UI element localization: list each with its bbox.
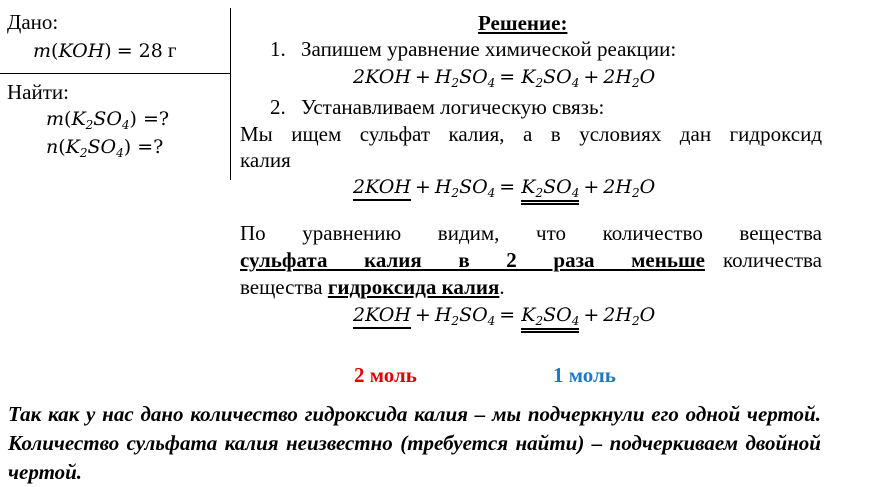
given-mass: m(KOH) = 28 г: [33, 38, 177, 62]
paragraph-2-line-1: По уравнению видим, что количество вещества: [240, 221, 822, 245]
given-divider-horizontal: [0, 73, 231, 74]
mol-right-label: 1 моль: [553, 363, 616, 387]
step-2-text: Устанавливаем логическую связь:: [301, 95, 605, 119]
given-label: Дано:: [7, 10, 59, 34]
equation-2: $2KOH + H_2SO_4 = K_2SO_4 + 2H_2O$: [353, 176, 655, 198]
given-mass-arg: KOH: [58, 40, 105, 62]
given-mass-fn: m: [33, 40, 52, 62]
step-1-number: 1.: [270, 37, 286, 61]
solution-title: Решение:: [478, 11, 568, 35]
step-2-number: 2.: [270, 95, 286, 119]
paragraph-1-line-2: калия: [240, 148, 291, 172]
step-2: [270, 94, 604, 120]
explanation-note: Так как у нас дано количество гидроксида калия – мы подчеркнули его одной чертой. Количество сульфата калия неизвестно (требуется найти) – подчеркиваем двойной чертой.: [8, 402, 821, 484]
paragraph-2-line-3: вещества гидроксида калия.: [240, 275, 505, 299]
given-mass-value: = 28: [116, 40, 163, 62]
find-item-mass: $m(K_2SO_4)$ =?: [46, 108, 170, 132]
equation-3: $2KOH + H_2SO_4 = K_2SO_4 + 2H_2O$: [353, 304, 655, 326]
step-1-text: Запишем уравнение химической реакции:: [301, 37, 677, 61]
step-1: [270, 36, 676, 62]
bold-underlined-phrase: сульфата калия в 2 раза меньше: [240, 248, 705, 272]
given-mass-unit: г: [167, 38, 177, 62]
paragraph-2-line-2: сульфата калия в 2 раза меньше количества: [240, 248, 822, 272]
k2so4-double-underlined: $K_2SO_4$: [521, 176, 579, 205]
equation-1: $2KOH + H_2SO_4 = K_2SO_4 + 2H_2O$: [353, 66, 656, 90]
find-label: Найти:: [7, 80, 69, 104]
paragraph-1-line-1: Мы ищем сульфат калия, а в условиях дан гидроксид: [240, 122, 822, 146]
mol-left-label: 2 моль: [354, 363, 417, 387]
bold-underlined-hydroxide: гидроксида калия: [327, 275, 500, 299]
given-divider-vertical: [230, 8, 231, 180]
koh-underlined: 2KOH: [353, 176, 411, 201]
find-item-amount: $n(K_2SO_4)$ =?: [46, 136, 164, 160]
